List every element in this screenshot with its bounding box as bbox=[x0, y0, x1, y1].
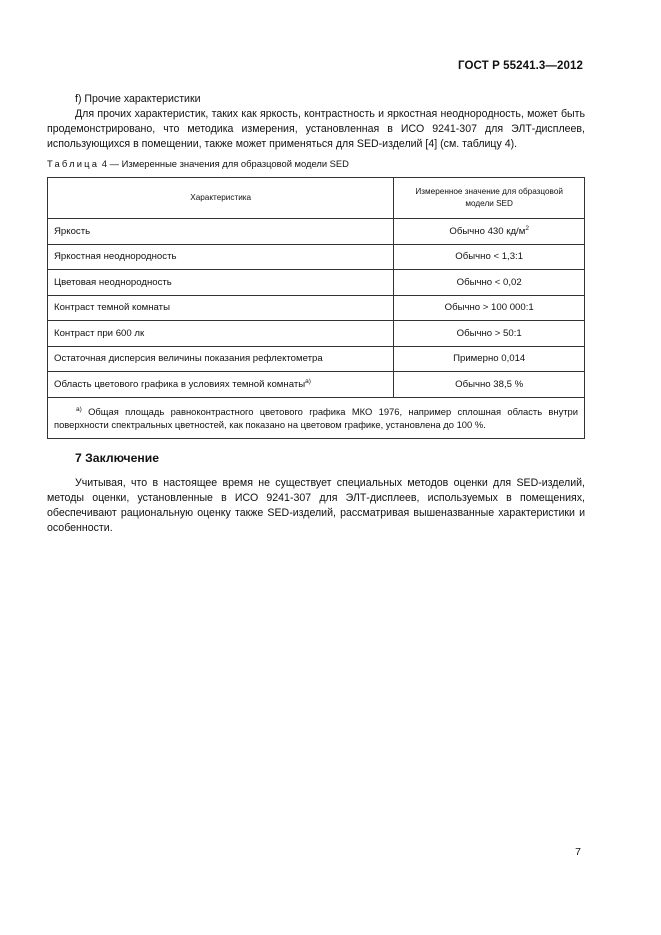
row-value: Обычно 38,5 % bbox=[394, 372, 585, 398]
row-value: Обычно > 100 000:1 bbox=[394, 295, 585, 321]
table-row bbox=[48, 270, 585, 296]
table-caption-number: 4 bbox=[101, 158, 107, 169]
row-characteristic: Контраст темной комнаты bbox=[48, 295, 394, 321]
row-value-text: Обычно 430 кд/м bbox=[449, 225, 526, 237]
table-row bbox=[48, 295, 585, 321]
row-characteristic: Цветовая неоднородность bbox=[48, 270, 394, 296]
row-characteristic-text: Область цветового графика в условиях темной комнаты bbox=[54, 378, 306, 390]
section-f bbox=[47, 92, 585, 152]
table-row bbox=[48, 372, 585, 398]
standard-code: ГОСТ Р 55241.3—2012 bbox=[458, 60, 583, 72]
table-row bbox=[48, 244, 585, 270]
table-row bbox=[48, 219, 585, 245]
table-caption-prefix: Таблица bbox=[47, 158, 100, 169]
table-footnote-row bbox=[48, 397, 585, 438]
table-header-row bbox=[48, 178, 585, 219]
row-characteristic: Остаточная дисперсия величины показания рефлектометра bbox=[48, 346, 394, 372]
superscript: 2 bbox=[525, 224, 529, 232]
header-measured-line2: модели SED bbox=[465, 199, 513, 208]
row-value: Обычно > 50:1 bbox=[394, 321, 585, 347]
table-row bbox=[48, 346, 585, 372]
section-7-title: 7 Заключение bbox=[75, 451, 159, 465]
table-footnote bbox=[48, 397, 585, 438]
footnote-text: Общая площадь равноконтрастного цветового графика МКО 1976, например сплошная область внутри поверхности спектральных цветностей, как показано на цветовом графике, установлена до 100 %. bbox=[54, 405, 579, 430]
header-measured-value bbox=[394, 178, 585, 219]
footnote-marker: a) bbox=[305, 377, 311, 385]
row-value bbox=[394, 219, 585, 245]
page-number: 7 bbox=[575, 846, 581, 858]
row-characteristic bbox=[48, 372, 394, 398]
section-7-paragraph: Учитывая, что в настоящее время не существует специальных методов оценки для SED-изделий, методы оценки, установленные в ИСО 9241-307 для ЭЛТ-дисплеев, используемых в помещениях, обеспечивают рациональную оценку также SED-изделий, рассматривая вышеназванные характеристики и особенности. bbox=[47, 477, 585, 534]
header-characteristic: Характеристика bbox=[48, 178, 394, 219]
table-caption bbox=[47, 158, 349, 169]
section-f-heading: f) Прочие характеристики bbox=[75, 93, 201, 105]
row-value: Примерно 0,014 bbox=[394, 346, 585, 372]
measurements-table bbox=[47, 177, 585, 439]
table-row bbox=[48, 321, 585, 347]
row-characteristic: Контраст при 600 лк bbox=[48, 321, 394, 347]
row-value: Обычно < 1,3:1 bbox=[394, 244, 585, 270]
footnote-marker: a) bbox=[76, 405, 82, 413]
table-caption-text: — Измеренные значения для образцовой модели SED bbox=[109, 158, 349, 169]
section-f-paragraph: Для прочих характеристик, таких как яркость, контрастность и яркостная неоднородность, может быть продемонстрировано, что методика измерения, установленная в ИСО 9241-307 для ЭЛТ-дисплеев, использующихся в помещении, также может применяться для SED-изделий [4] (см. таблицу 4). bbox=[47, 108, 585, 150]
header-measured-line1: Измеренное значение для образцовой bbox=[415, 187, 563, 196]
row-characteristic: Яркостная неоднородность bbox=[48, 244, 394, 270]
row-value: Обычно < 0,02 bbox=[394, 270, 585, 296]
row-characteristic: Яркость bbox=[48, 219, 394, 245]
